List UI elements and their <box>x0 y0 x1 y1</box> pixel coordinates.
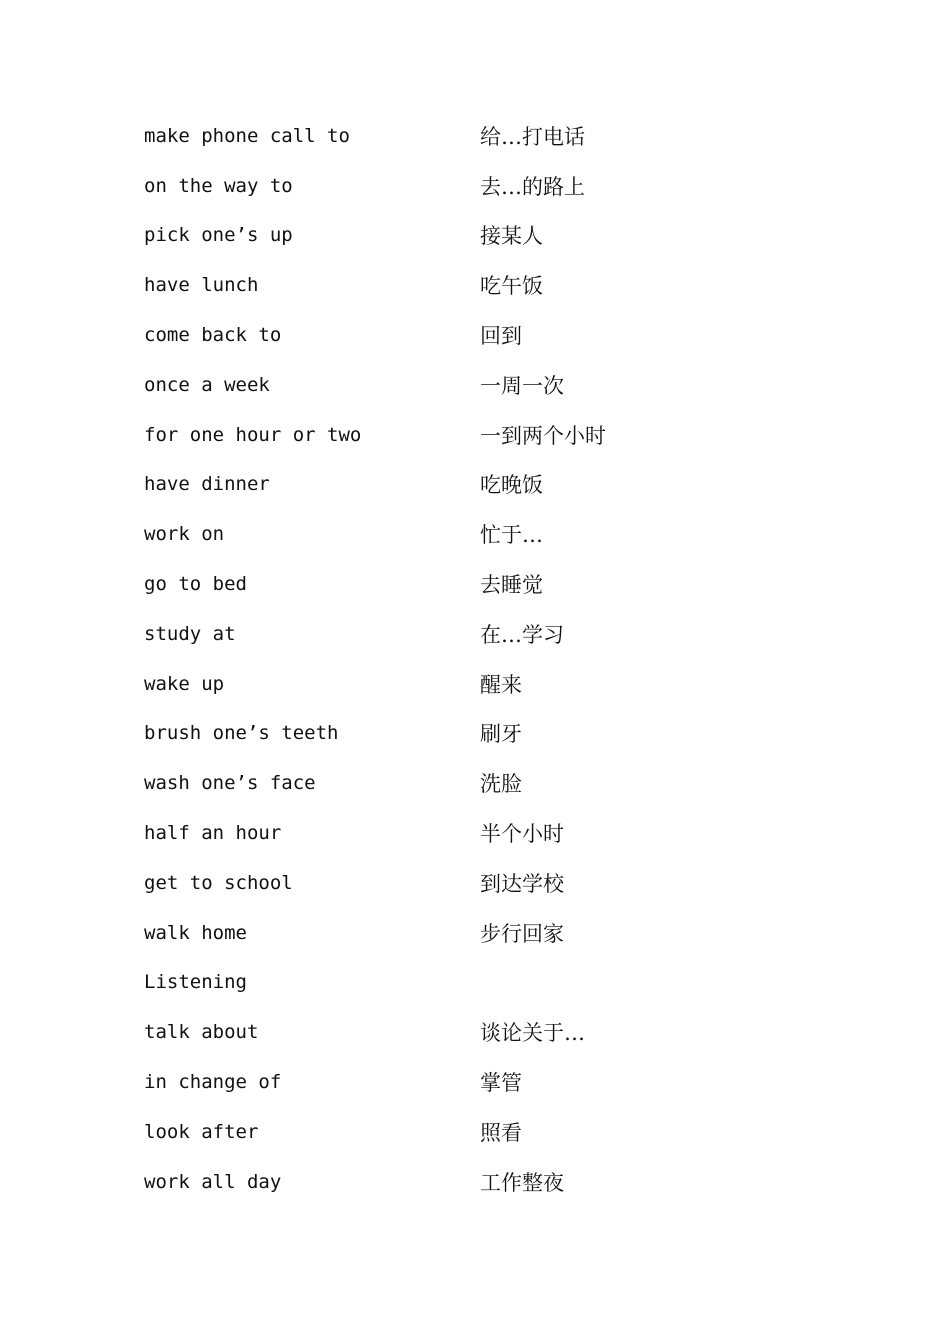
vocab-row <box>144 1107 844 1157</box>
chinese-meaning: 掌管 <box>480 1071 522 1096</box>
chinese-meaning: 回到 <box>480 324 522 349</box>
english-phrase: work all day <box>144 1170 282 1193</box>
vocab-row <box>144 808 844 858</box>
english-phrase: talk about <box>144 1021 259 1044</box>
vocab-row <box>144 460 844 510</box>
vocab-row <box>144 659 844 709</box>
vocab-row <box>144 709 844 759</box>
chinese-meaning: 谈论关于… <box>480 1021 585 1046</box>
vocab-row <box>144 1157 844 1207</box>
english-phrase: come back to <box>144 324 282 347</box>
english-phrase: brush one’s teeth <box>144 722 339 745</box>
vocab-row <box>144 609 844 659</box>
vocab-row <box>144 211 844 261</box>
vocab-row <box>144 758 844 808</box>
chinese-meaning: 工作整夜 <box>480 1170 564 1195</box>
vocab-row <box>144 858 844 908</box>
english-phrase: once a week <box>144 373 270 396</box>
vocab-row <box>144 310 844 360</box>
vocab-row <box>144 559 844 609</box>
english-phrase: wake up <box>144 672 225 695</box>
chinese-meaning: 去睡觉 <box>480 573 543 598</box>
english-phrase: in change of <box>144 1071 282 1094</box>
vocab-row <box>144 360 844 410</box>
english-phrase: for one hour or two <box>144 423 362 446</box>
english-phrase: pick one’s up <box>144 224 293 247</box>
chinese-meaning: 到达学校 <box>480 871 564 896</box>
chinese-meaning: 照看 <box>480 1120 522 1145</box>
english-phrase: look after <box>144 1120 259 1143</box>
chinese-meaning: 一周一次 <box>480 373 564 398</box>
chinese-meaning: 洗脸 <box>480 772 522 797</box>
chinese-meaning: 步行回家 <box>480 921 564 946</box>
vocab-row <box>144 111 844 161</box>
chinese-meaning: 半个小时 <box>480 822 564 847</box>
chinese-meaning: 吃午饭 <box>480 274 543 299</box>
vocab-row <box>144 260 844 310</box>
english-phrase: have dinner <box>144 473 270 496</box>
vocab-row <box>144 161 844 211</box>
english-phrase: make phone call to <box>144 124 350 147</box>
chinese-meaning: 吃晚饭 <box>480 473 543 498</box>
english-phrase: walk home <box>144 921 247 944</box>
chinese-meaning: 刷牙 <box>480 722 522 747</box>
english-phrase: have lunch <box>144 274 259 297</box>
english-phrase: study at <box>144 622 236 645</box>
english-phrase: on the way to <box>144 174 293 197</box>
english-phrase: get to school <box>144 871 293 894</box>
vocab-row <box>144 1057 844 1107</box>
english-phrase: work on <box>144 523 225 546</box>
section-heading: Listening <box>144 971 247 994</box>
english-phrase: go to bed <box>144 573 247 596</box>
chinese-meaning: 在…学习 <box>480 622 564 647</box>
vocab-row <box>144 410 844 460</box>
section-heading-row <box>144 958 844 1008</box>
english-phrase: wash one’s face <box>144 772 316 795</box>
vocab-row <box>144 908 844 958</box>
vocab-row <box>144 509 844 559</box>
chinese-meaning: 去…的路上 <box>480 174 585 199</box>
vocabulary-list <box>144 111 844 1207</box>
english-phrase: half an hour <box>144 822 282 845</box>
vocab-row <box>144 1007 844 1057</box>
chinese-meaning: 醒来 <box>480 672 522 697</box>
chinese-meaning: 给…打电话 <box>480 124 585 149</box>
chinese-meaning: 接某人 <box>480 224 543 249</box>
chinese-meaning: 忙于… <box>480 523 543 548</box>
chinese-meaning: 一到两个小时 <box>480 423 606 448</box>
